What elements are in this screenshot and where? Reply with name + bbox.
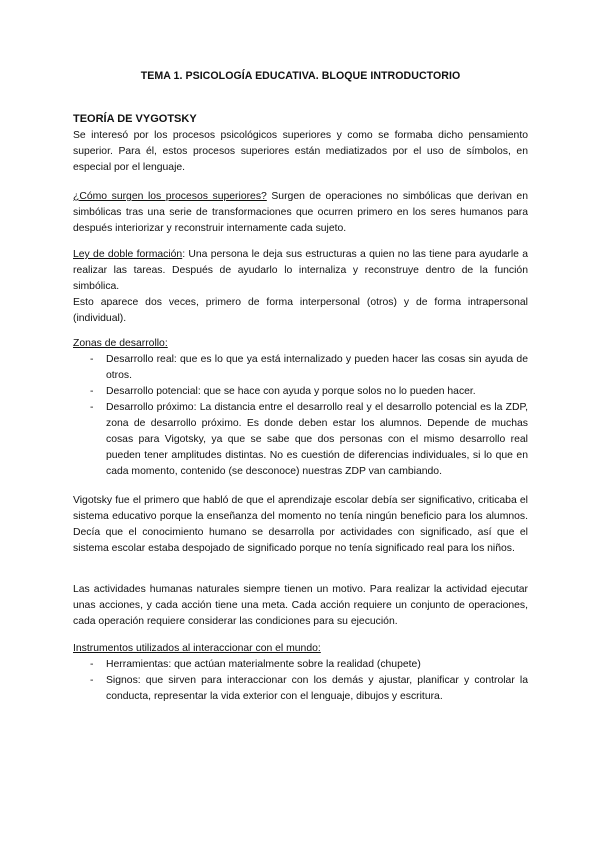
instrumentos-block (73, 641, 528, 705)
ley-paragraph-2: Esto aparece dos veces, primero de forma interpersonal (otros) y de forma intrapersonal (individual). (73, 297, 528, 324)
intro-paragraph: Se interesó por los procesos psicológicos superiores y como se formaba dicho pensamiento superior. Para él, estos procesos superiores están mediatizados por el uso de símbolos, en especial por el lenguaje. (73, 130, 528, 173)
ley-text: : Una persona le deja sus estructuras a quien no las tiene para ayudarle a realizar las tareas. Después de ayudarlo lo internaliza y reconstruye dentro de la función simbólica. (73, 249, 528, 292)
list-item: - Desarrollo próximo: La distancia entre el desarrollo real y el desarrollo potencial es la ZDP, zona de desarrollo próximo. Es donde deben estar los alumnos. Depende de muchas cosas para Vigotsky, ya que se sabe que dos personas con el mismo desarrollo real pueden tener amplitudes distintas. No es cuestión de diferencias individuales, si lo que en cada momento, contenido (se desconoce) nuestras ZDP van cambiando. (73, 400, 528, 480)
question-block (73, 189, 528, 237)
question-label: ¿Cómo surgen los procesos superiores? (73, 191, 267, 202)
list-item: - Signos: que sirven para interaccionar con los demás y ajustar, planificar y controlar la conducta, representar la vida exterior con el lenguaje, dibujos y escritura. (73, 673, 528, 705)
list-item: - Herramientas: que actúan materialmente sobre la realidad (chupete) (73, 657, 528, 673)
ley-label: Ley de doble formación (73, 249, 183, 260)
list-item: - Desarrollo potencial: que se hace con ayuda y porque solos no lo pueden hacer. (73, 384, 528, 400)
instrumentos-label: Instrumentos utilizados al interaccionar con el mundo: (73, 643, 321, 654)
vigotsky-paragraph: Vigotsky fue el primero que habló de que el aprendizaje escolar debía ser significativo, criticaba el sistema educativo porque la enseñanza del momento no tenía ningún beneficio para los alumnos. Decía que el conocimiento humano se desarrolla por actividades con significado, así que el sistema escolar estaba despojado de significado porque no tenía significado real para los niños. (73, 495, 528, 554)
zonas-list (73, 352, 528, 480)
zonas-block (73, 336, 528, 480)
document-title: TEMA 1. PSICOLOGÍA EDUCATIVA. BLOQUE INTRODUCTORIO (140, 70, 461, 82)
vigotsky-block (73, 493, 528, 557)
zonas-label: Zonas de desarrollo: (73, 338, 168, 349)
instrumentos-list (73, 657, 528, 705)
list-item: - Desarrollo real: que es lo que ya está internalizado y pueden hacer las cosas sin ayuda de otros. (73, 352, 528, 384)
ley-block (73, 247, 528, 327)
question-paragraph (73, 189, 528, 237)
question-text: Surgen de operaciones no simbólicas que derivan en simbólicas tras una serie de transformaciones que ocurren primero en los seres humanos para después interiorizar y reconstruir internamente cada sujeto. (73, 191, 528, 234)
actividades-paragraph: Las actividades humanas naturales siempre tienen un motivo. Para realizar la actividad ejecutar unas acciones, y cada acción tiene una meta. Cada acción requiere un conjunto de operaciones, cada operación requiere considerar las condiciones para su ejecución. (73, 584, 528, 627)
ley-paragraph (73, 247, 528, 295)
section-heading: TEORÍA DE VYGOTSKY (73, 113, 197, 125)
intro-block (73, 128, 528, 176)
actividades-block (73, 582, 528, 630)
